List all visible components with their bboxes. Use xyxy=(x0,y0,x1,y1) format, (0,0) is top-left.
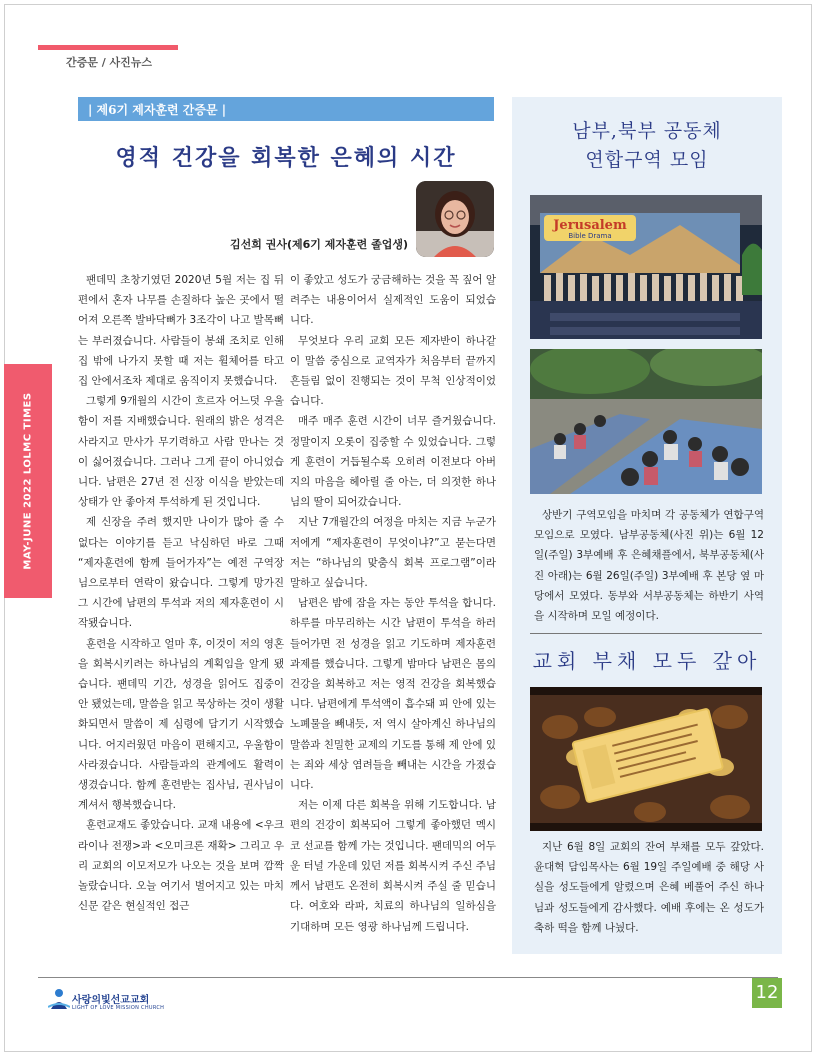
paragraph: 그렇게 9개월의 시간이 흐르자 어느덧 우울함이 저를 지배했습니다. 원래의 밝은 성격은 사라지고 만사가 무기력하고 사람 만나는 것이 싫어졌습니다. 그러나 그게 끝이 아니었습니다. 남편은 27년 전 신장 이식을 받았는데 상태가 안 좋아져 투석하게 된 것입니다. xyxy=(78,395,284,509)
news2-title: 교회 부채 모두 갚아 xyxy=(532,649,762,673)
article-byline: 김선희 권사(제6기 제자훈련 졸업생) xyxy=(230,238,408,251)
ricecake-box-photo xyxy=(530,687,762,831)
news1-title-line: 남부,북부 공동체 xyxy=(572,120,722,142)
footer-divider xyxy=(38,977,778,978)
paragraph: 지난 7개월간의 여정을 마치는 지금 누군가 저에게 “제자훈련이 무엇이냐?”고 묻는다면 저는 “하나님의 맞춤식 회복 프로그램”이라 말하고 싶습니다. xyxy=(290,516,496,590)
section-label: 간증문 / 사진뉴스 xyxy=(66,56,153,69)
portrait-illustration xyxy=(416,181,494,257)
news1-photo-south xyxy=(530,195,762,339)
news2-paragraph: 지난 6월 8일 교회의 잔여 부채를 모두 갚았다. 윤대혁 담임목사는 6월 19일 주일예배 중 해당 사실을 성도들에게 알렸으며 은혜 베풀어 주신 하나님과 성도들에게 감사했다. 예배 후에는 온 성도가 축하 떡을 함께 나눴다. xyxy=(534,841,764,934)
church-name: 사랑의빛선교교회 xyxy=(72,995,150,1006)
banner-subtitle: Bible Drama xyxy=(568,232,612,240)
page-number: 12 xyxy=(752,978,782,1008)
paragraph: 이 좋았고 성도가 궁금해하는 것을 꼭 짚어 알려주는 내용이어서 실제적인 도움이 되었습니다. xyxy=(290,274,496,327)
paragraph: 훈련을 시작하고 얼마 후, 이것이 저의 영혼을 회복시키려는 하나님의 계획임을 알게 됐습니다. 팬데믹 기간, 성경을 읽어도 집중이 안 됐었는데, 말씀을 읽고 묵상하는 것이 생활화되면서 말씀이 제 심령에 담기기 시작했습니다. 어지러웠던 마음이 편해지고, 우울함이 사라졌습니다. 사람들과의 관계에도 활력이 생겼습니다. 함께 훈련받는 집사님, 권사님이 계셔서 행복했습니다. xyxy=(78,637,284,812)
chapel-gathering-photo xyxy=(530,195,762,339)
paragraph: 훈련교재도 좋았습니다. 교재 내용에 <우크라이나 전쟁>과 <오미크론 재확> 그리고 우리 교회의 이모저모가 나오는 것을 보며 깜짝 놀랐습니다. 오늘 여기서 벌어지고 있는 마치 신문 같은 현실적인 접근 xyxy=(78,819,284,913)
author-portrait xyxy=(416,181,494,257)
news2-photo-ricecake xyxy=(530,687,762,831)
news1-body xyxy=(534,505,764,626)
paragraph: 저는 이제 다른 회복을 위해 기도합니다. 남편의 건강이 회복되어 그렇게 좋아했던 멕시코 선교를 함께 가는 것입니다. 팬데믹의 어두운 터널 가운데 있던 저를 회복시켜 주신 주님께서 남편도 온전히 회복시켜 주실 줄 믿습니다. 여호와 라파, 치료의 하나님의 일하심을 기대하며 모든 영광 하나님께 드립니다. xyxy=(290,799,496,933)
news1-title xyxy=(512,117,782,175)
paragraph: 무엇보다 우리 교회 모든 제자반이 하나같이 말씀 중심으로 교역자가 처음부터 끝까지 흔들림 없이 진행되는 것이 무척 인상적이었습니다. xyxy=(290,334,496,408)
paragraph: 남편은 밤에 잠을 자는 동안 투석을 합니다. 하루를 마무리하는 시간 남편이 투석을 하러 들어가면 전 성경을 읽고 기도하며 제자훈련 과제를 했습니다. 그렇게 밤마다 남편은 몸의 건강을 회복하고 저는 영적 건강을 회복했습니다. 남편에게 투석액이 흡수돼 피 안에 있는 노폐물을 빼내듯, 저 역시 살아계신 하나님의 말씀과 친밀한 교제의 기도를 통해 제 안에 있는 죄와 세상 염려들을 빼내는 시간을 가졌습니다. xyxy=(290,597,496,792)
church-logo-icon xyxy=(48,987,70,1011)
header-accent-bar xyxy=(38,45,178,50)
paragraph: 팬데믹 초창기였던 2020년 5월 저는 집 뒤편에서 혼자 나무를 손질하다 높은 곳에서 떨어져 오른쪽 발바닥뼈가 3조각이 나고 발목뼈는 부러졌습니다. 사람들이 봉쇄 조치로 인해 집 밖에 나가지 못할 때 저는 휠체어를 타고 집 안에서조차 제대로 움직이지 못했습니다. xyxy=(78,274,284,388)
church-name-en: LIGHT OF LOVE MISSION CHURCH xyxy=(72,1005,165,1011)
side-issue-tab xyxy=(4,364,52,598)
news1-paragraph: 상반기 구역모임을 마치며 각 공동체가 연합구역모임으로 모였다. 남부공동체(사진 위)는 6월 12일(주일) 3부예배 후 은혜채플에서, 북부공동체(사진 아래)는 6월 26일(주일) 3부예배 후 본당 옆 마당에서 모였다. 동부와 서부공동체는 하반기 사역을 시작하며 모일 예정이다. xyxy=(534,509,764,623)
article-column-right xyxy=(290,270,496,937)
courtyard-gathering-photo xyxy=(530,349,762,494)
news2-body xyxy=(534,837,764,938)
paragraph: 제 신장을 주려 했지만 나이가 많아 줄 수 없다는 이야기를 듣고 낙심하던 바로 그때 “제자훈련에 함께 들어가자”는 예전 구역장님으로부터 연락이 왔습니다. 그렇게 망가진 그 시간에 남편의 투석과 저의 제자훈련이 시작됐습니다. xyxy=(78,516,284,630)
news1-title-line: 연합구역 모임 xyxy=(585,149,709,171)
paragraph: 매주 매주 훈련 시간이 너무 즐거웠습니다. 정말이지 오롯이 집중할 수 있었습니다. 그렇게 훈련이 거듭될수록 오히려 이전보다 아버지의 마음을 헤아릴 줄 아는, 더 의젓한 하나님의 딸이 되어갔습니다. xyxy=(290,415,496,509)
article-column-left xyxy=(78,270,284,917)
news-sidebar xyxy=(512,97,782,954)
issue-label: MAY-JUNE 2022 LOLMC TIMES xyxy=(22,392,34,570)
sidebar-divider xyxy=(530,633,762,634)
article-title: 영적 건강을 회복한 은혜의 시간 xyxy=(115,145,457,171)
series-banner: | 제6기 제자훈련 간증문 | xyxy=(78,97,494,121)
news1-photo-north xyxy=(530,349,762,494)
banner-title: Jerusalem xyxy=(553,218,627,233)
